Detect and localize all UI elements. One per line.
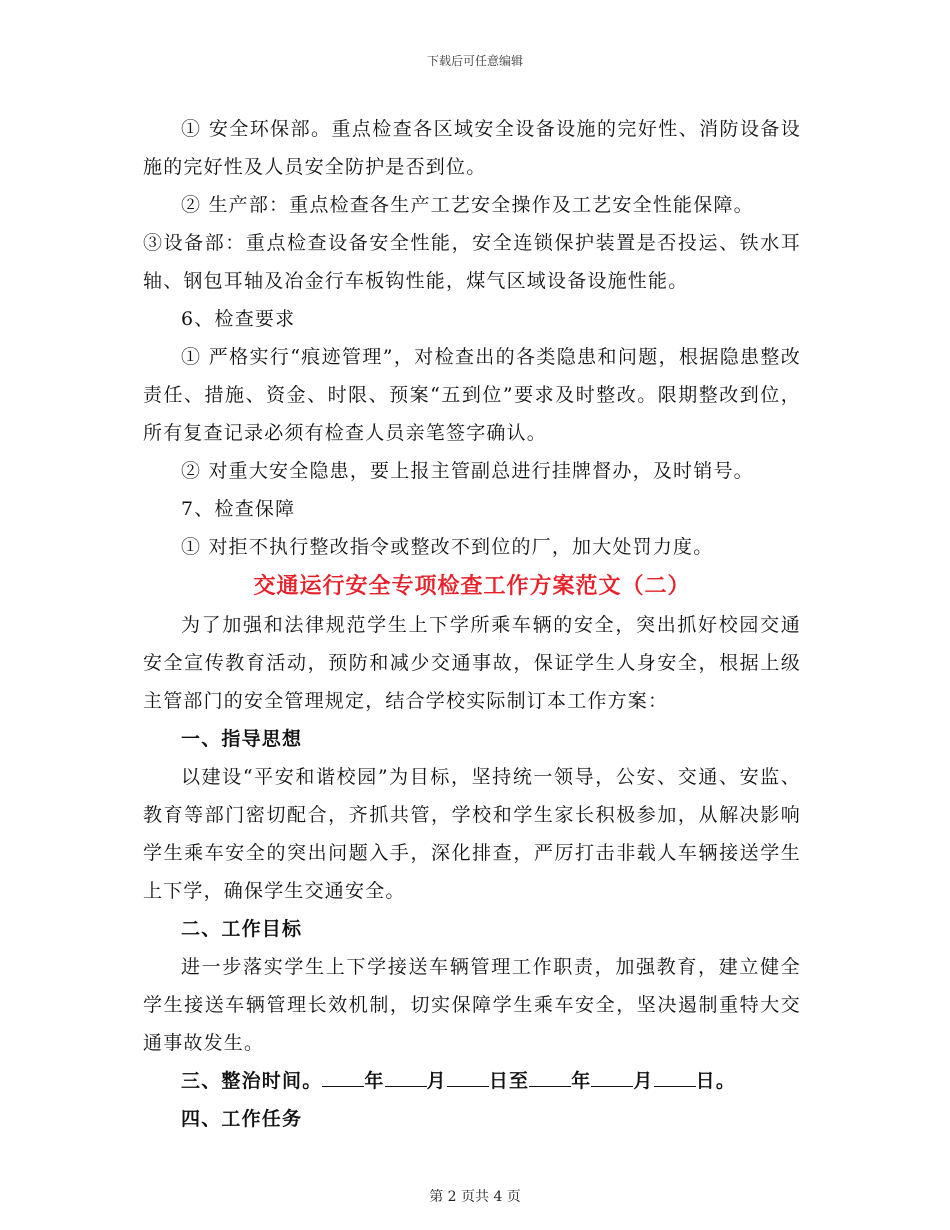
paragraph-guiding-thought: 以建设“平安和谐校园”为目标，坚持统一领导，公安、交通、安监、教育等部门密切配合，齐抓共管，学校和学生家长积极参加，从解决影响学生乘车安全的突出问题入手，深化排查，严厉打击非载人车辆接送学生上下学，确保学生交通安全。 — [143, 766, 801, 902]
date-part: 年 — [571, 1070, 592, 1092]
paragraph-equipment-dept: ③设备部：重点检查设备安全性能，安全连锁保护装置是否投运、铁水耳轴、钢包耳轴及冶金行车板钩性能，煤气区域设备设施性能。 — [143, 232, 801, 292]
blank-line — [591, 1066, 633, 1087]
heading-guiding-thought: 一、指导思想 — [181, 728, 303, 750]
paragraph-work-goals: 进一步落实学生上下学接送车辆管理工作职责，加强教育，建立健全学生接送车辆管理长效机制，切实保障学生乘车安全，坚决遏制重特大交通事故发生。 — [143, 956, 801, 1054]
date-part: 年 — [364, 1070, 385, 1092]
paragraph-intro: 为了加强和法律规范学生上下学所乘车辆的安全，突出抓好校园交通安全宣传教育活动，预防和减少交通事故，保证学生人身安全，根据上级主管部门的安全管理规定，结合学校实际制订本工作方案： — [143, 614, 801, 712]
heading-inspection-requirements: 6、检查要求 — [181, 308, 296, 330]
paragraph-major-hazards: ② 对重大安全隐患，要上报主管副总进行挂牌督办，及时销号。 — [181, 460, 754, 482]
page-footer: 第 2 页共 4 页 — [429, 1189, 521, 1205]
paragraph-safety-dept: ① 安全环保部。重点检查各区域安全设备设施的完好性、消防设备设施的完好性及人员安全防护是否到位。 — [143, 118, 801, 178]
heading-work-tasks: 四、工作任务 — [181, 1108, 303, 1130]
date-part: 日。 — [695, 1070, 737, 1092]
blank-line — [322, 1066, 364, 1087]
paragraph-trace-management: ① 严格实行“痕迹管理”，对检查出的各类隐患和问题，根据隐患整改责任、措施、资金、时限、预案“五到位”要求及时整改。限期整改到位，所有复查记录必须有检查人员亲笔签字确认。 — [143, 346, 801, 444]
paragraph-production-dept: ② 生产部：重点检查各生产工艺安全操作及工艺安全性能保障。 — [181, 194, 754, 216]
heading-work-goals: 二、工作目标 — [181, 918, 303, 940]
heading-rectification-time — [143, 1062, 801, 1100]
blank-line — [529, 1066, 571, 1087]
date-part: 日至 — [488, 1070, 530, 1092]
paragraph-penalty: ① 对拒不执行整改指令或整改不到位的厂，加大处罚力度。 — [181, 536, 714, 558]
blank-line — [447, 1066, 489, 1087]
blank-line — [385, 1066, 427, 1087]
section-title: 交通运行安全专项检查工作方案范文（二） — [253, 573, 691, 599]
blank-line — [654, 1066, 696, 1087]
rectification-time-label: 三、整治时间。 — [181, 1070, 323, 1092]
date-part: 月 — [633, 1070, 654, 1092]
document-body — [143, 110, 801, 1138]
page-header: 下载后可任意编辑 — [426, 54, 523, 68]
date-part: 月 — [426, 1070, 447, 1092]
heading-inspection-guarantee: 7、检查保障 — [181, 498, 296, 520]
